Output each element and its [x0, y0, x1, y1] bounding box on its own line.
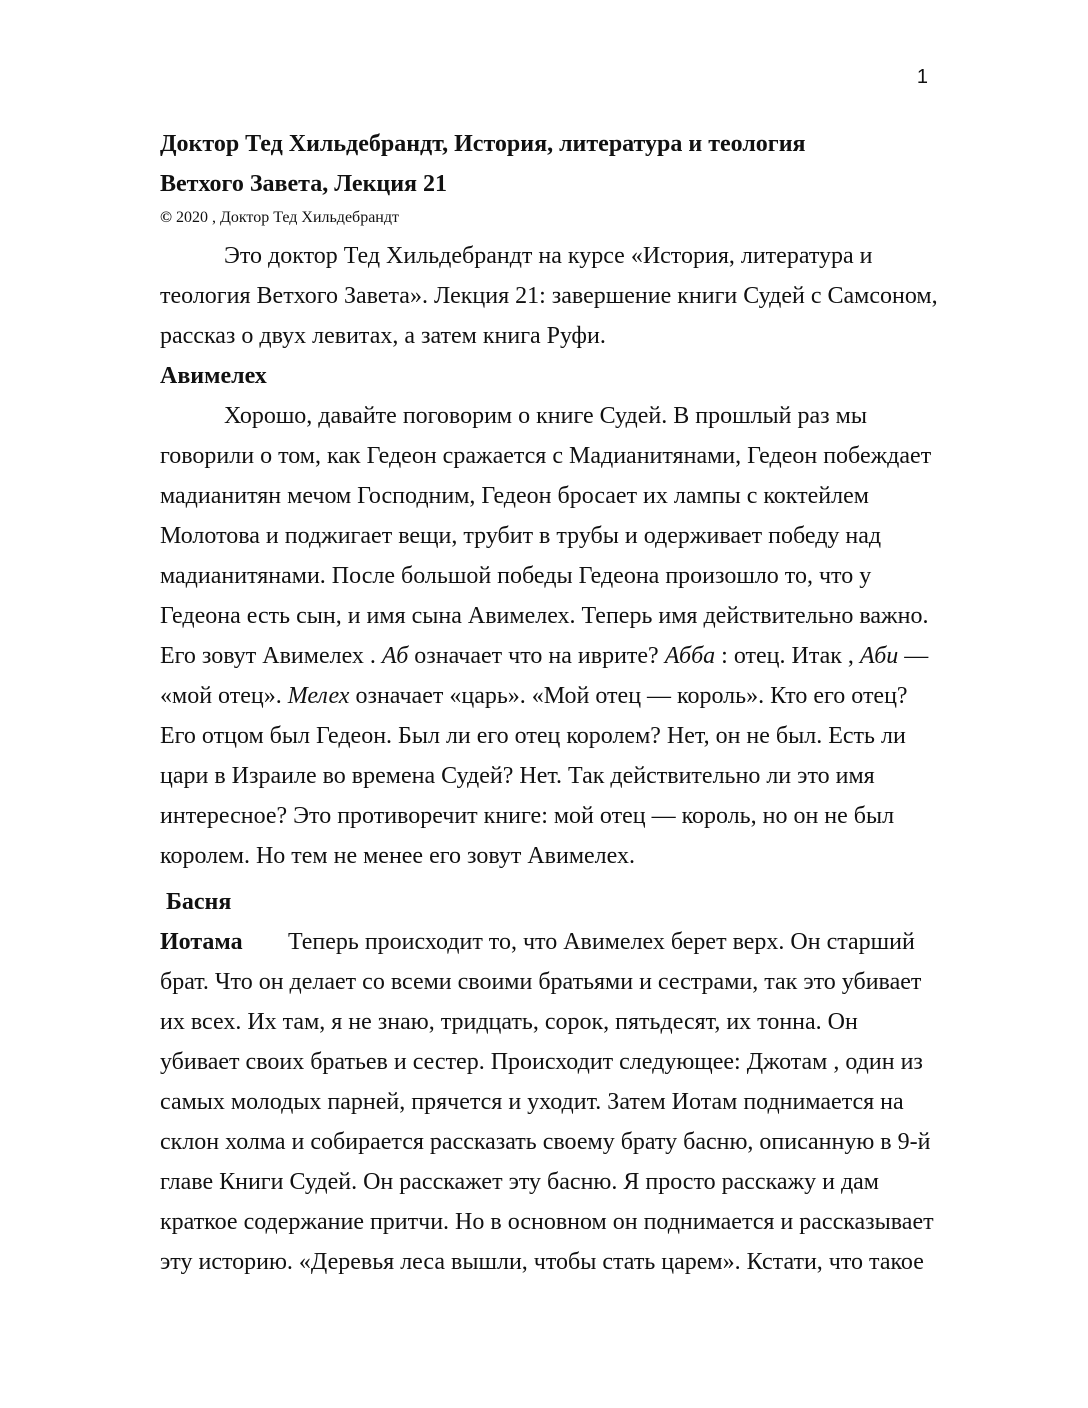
document-title-line-1: Доктор Тед Хильдебрандт, История, литература и теология [160, 131, 806, 157]
term-abi: Аби [859, 643, 899, 669]
intro-paragraph: Это доктор Тед Хильдебрандт на курсе «История, литература и теология Ветхого Завета». Лекция 21: завершение книги Судей с Самсоном, рассказ о двух левитах, а затем книга Руфи. [160, 243, 938, 349]
term-abba: Абба [664, 643, 716, 669]
term-ab: Аб [381, 643, 409, 669]
section-heading-fable: Басня [166, 889, 232, 915]
abimelech-text-part-b: означает что на иврите? [408, 643, 665, 669]
document-title-line-2: Ветхого Завета, Лекция 21 [160, 171, 448, 197]
page-number: 1 [916, 66, 928, 88]
jotham-paragraph [160, 922, 940, 1282]
abimelech-paragraph [160, 396, 940, 876]
copyright-notice [160, 206, 940, 230]
abimelech-text-part-a: Хорошо, давайте поговорим о книге Судей. В прошлый раз мы говорили о том, как Гедеон сражается с Мадианитянами, Гедеон побеждает мадианитян мечом Господним, Гедеон бросает их лампы с коктейлем Молотова и поджигает вещи, трубит в трубы и одерживает победу над мадианитянами. После большой победы Гедеона произошло то, что у Гедеона есть сын, и имя сына Авимелех. Теперь имя действительно важно. Его зовут Авимелех . [160, 403, 932, 669]
copyright-symbol: © [160, 209, 172, 226]
inline-heading-jotham: Иотама [160, 929, 243, 955]
copyright-text: 2020 , Доктор Тед Хильдебрандт [171, 209, 399, 226]
abimelech-text-part-e: означает «царь». «Мой отец — король». Кто его отец? Его отцом был Гедеон. Был ли его отец королем? Нет, он не был. Есть ли цари в Израиле во времена Судей? Нет. Так действительно ли это имя интересное? Это противоречит книге: мой отец — король, но он не был королем. Но тем не менее его зовут Авимелех. [160, 683, 908, 869]
document-body [160, 124, 940, 1282]
term-melech: Мелех [287, 683, 350, 709]
jotham-text: Теперь происходит то, что Авимелех берет верх. Он старший брат. Что он делает со всеми своими братьями и сестрами, так это убивает их всех. Их там, я не знаю, тридцать, сорок, пятьдесят, их тонна. Он убивает своих братьев и сестер. Происходит следующее: Джотам , один из самых молодых парней, прячется и уходит. Затем Иотам поднимается на склон холма и собирается рассказать своему брату басню, описанную в 9-й главе Книги Судей. Он расскажет эту басню. Я просто расскажу и дам краткое содержание притчи. Но в основном он поднимается и рассказывает эту историю. «Деревья леса вышли, чтобы стать царем». Кстати, что такое [160, 929, 934, 1275]
abimelech-text-part-d: — «мой отец». [160, 643, 929, 709]
section-heading-abimelech: Авимелех [160, 363, 267, 389]
abimelech-text-part-c: : отец. Итак , [715, 643, 860, 669]
